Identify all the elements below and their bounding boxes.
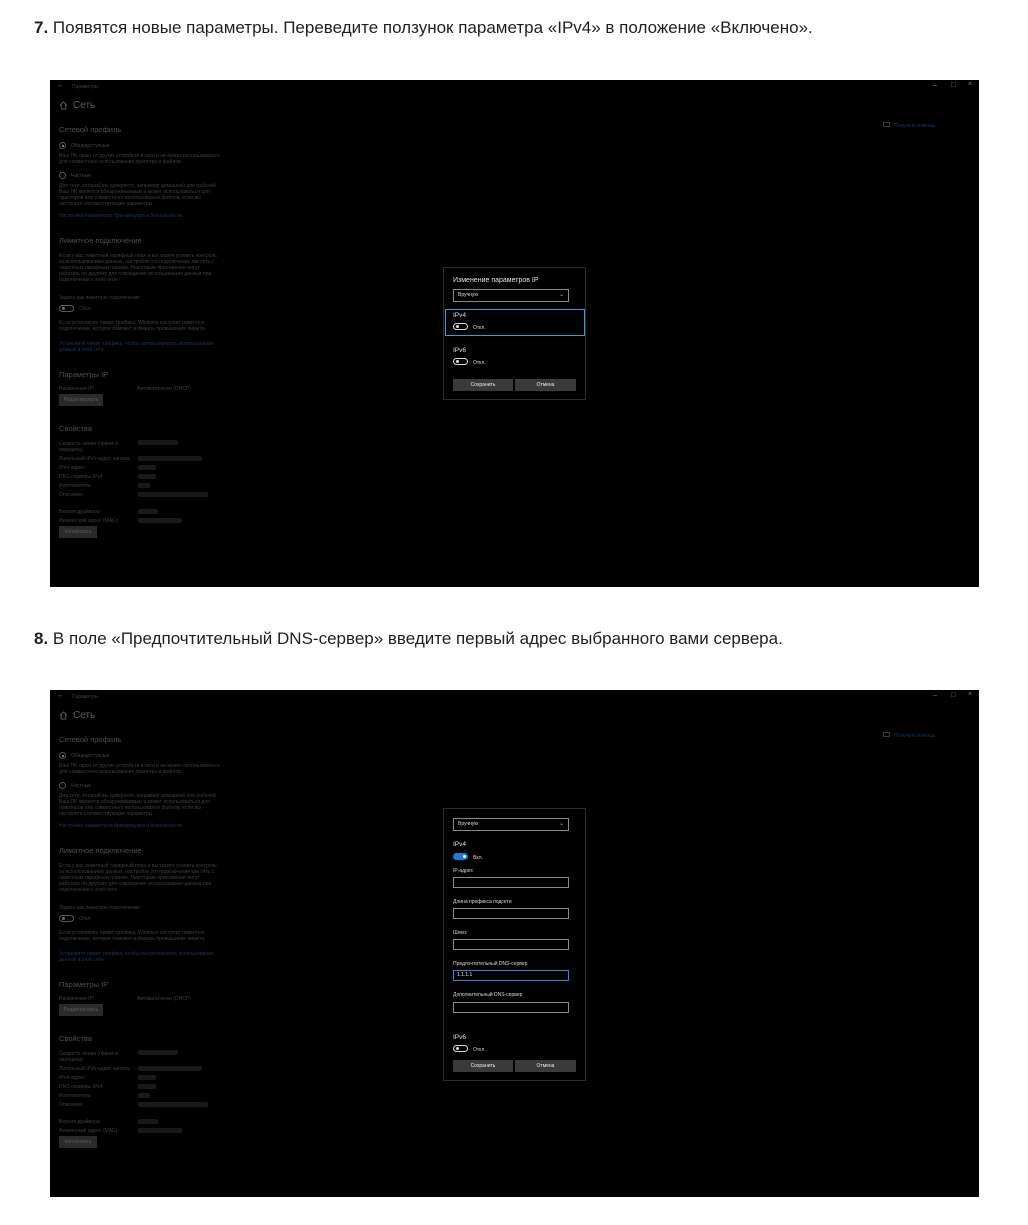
blurred-value — [138, 440, 178, 445]
prop-label: Версия драйвера: — [59, 1119, 101, 1125]
private-desc-line: Ваш ПК является обнаруживаемым и может использоваться для — [59, 189, 210, 195]
metered-toggle[interactable] — [59, 915, 74, 922]
private-desc-line: Для сети, которой вы доверяете, например домашней или рабочей. — [59, 183, 218, 189]
cancel-button[interactable]: Отмена — [515, 379, 576, 391]
save-button[interactable]: Сохранить — [453, 379, 513, 391]
blurred-value — [138, 518, 182, 523]
limit-link-line[interactable]: Установите лимит трафика, чтобы контролировать использование — [59, 341, 214, 347]
blurred-value — [138, 1102, 208, 1107]
private-desc-line: принтеров или совместного использования файлов, если вы — [59, 195, 201, 201]
maximize-icon[interactable]: □ — [951, 692, 956, 699]
close-icon[interactable]: × — [968, 81, 973, 88]
prop-label: Физический адрес (MAC): — [59, 518, 119, 524]
edit-button[interactable]: Редактировать — [59, 1004, 103, 1016]
prop-label: DNS-серверы IPv4: — [59, 474, 104, 480]
help-icon — [883, 122, 890, 128]
ip-address-label: IP-адрес — [453, 868, 474, 874]
metered-desc-line: за использованием данных, настройте это подключение как сеть с — [59, 869, 215, 875]
private-desc-line: настроите соответствующие параметры. — [59, 811, 154, 817]
limit-link-line[interactable]: данных в этой сети — [59, 347, 104, 353]
ip-assign-value: Автоматически (DHCP) — [137, 386, 191, 392]
blurred-value — [138, 1084, 156, 1089]
ip-assign-value: Автоматически (DHCP) — [137, 996, 191, 1002]
public-desc-line: Ваш ПК скрыт от других устройств в сети и не может использоваться — [59, 153, 220, 159]
private-desc-line: Для сети, которой вы доверяете, например домашней или рабочей. — [59, 793, 218, 799]
ipv6-label: IPv6 — [453, 1034, 467, 1041]
prop-label: IPv4-адрес: — [59, 465, 86, 471]
props-header: Свойства — [59, 424, 92, 433]
blurred-value — [138, 483, 150, 488]
public-radio[interactable] — [59, 142, 66, 149]
blurred-value — [138, 1093, 150, 1098]
limit-desc-line: подключение, которое поможет избежать превышения лимита. — [59, 936, 206, 942]
back-arrow-icon[interactable]: ← — [57, 82, 64, 89]
subnet-prefix-input[interactable] — [453, 908, 569, 919]
edit-button[interactable]: Редактировать — [59, 394, 103, 406]
ip-assign-label: Назначение IP: — [59, 386, 95, 392]
net-profile-header: Сетевой профиль — [59, 735, 122, 744]
minimize-icon[interactable]: – — [933, 82, 937, 89]
blurred-value — [138, 474, 156, 479]
public-label: Общедоступные — [71, 143, 110, 149]
ipv6-toggle[interactable] — [453, 358, 468, 365]
ip-address-input[interactable] — [453, 877, 569, 888]
close-icon[interactable]: × — [968, 691, 973, 698]
private-label: Частные — [71, 173, 92, 179]
ip-settings-dialog — [443, 808, 586, 1081]
blurred-value — [138, 1050, 178, 1055]
firewall-link[interactable]: Настройка параметров брандмауэра и безопасности — [59, 213, 183, 219]
public-label: Общедоступные — [71, 753, 110, 759]
blurred-value — [138, 1119, 158, 1124]
prop-label: IPv4-адрес: — [59, 1075, 86, 1081]
ipv6-state: Откл. — [473, 360, 486, 366]
ip-header: Параметры IP — [59, 370, 109, 379]
blurred-value — [138, 465, 156, 470]
metered-desc-line: Если у вас лимитный тарифный план и вы хотите усилить контроль — [59, 863, 217, 869]
metered-desc-line: работать по-другому для сокращения использования данных при — [59, 881, 212, 887]
app-title: Параметры — [72, 84, 99, 90]
metered-toggle-state: Откл. — [79, 916, 92, 922]
props-header: Свойства — [59, 1034, 92, 1043]
subnet-prefix-label: Длина префикса подсети — [453, 899, 512, 905]
step-number: 8. — [34, 629, 49, 648]
private-radio[interactable] — [59, 172, 66, 179]
alternate-dns-input[interactable] — [453, 1002, 569, 1013]
limit-link-line[interactable]: Установите лимит трафика, чтобы контролировать использование — [59, 951, 214, 957]
prop-label: Локальный IPv6-адрес канала: — [59, 1066, 131, 1072]
page-title: Сеть — [73, 100, 96, 111]
ipv6-toggle[interactable] — [453, 1045, 468, 1052]
prop-label: передача): — [59, 447, 84, 453]
prop-label: Версия драйвера: — [59, 509, 101, 515]
preferred-dns-input[interactable]: 1.1.1.1 — [453, 970, 569, 981]
gateway-label: Шлюз — [453, 930, 467, 936]
ipv4-label: IPv4 — [453, 312, 467, 319]
ip-mode-select[interactable] — [453, 289, 569, 302]
ipv6-state: Откл. — [473, 1047, 486, 1053]
preferred-dns-label: Предпочтительный DNS-сервер — [453, 961, 528, 967]
prop-label: DNS-серверы IPv4: — [59, 1084, 104, 1090]
metered-toggle[interactable] — [59, 305, 74, 312]
chevron-down-icon: ⌄ — [558, 821, 564, 827]
firewall-link[interactable]: Настройка параметров брандмауэра и безопасности — [59, 823, 183, 829]
ip-header: Параметры IP — [59, 980, 109, 989]
cancel-button[interactable]: Отмена — [515, 1060, 576, 1072]
limit-desc-line: Если установлен лимит трафика, Windows настроит лимитное — [59, 930, 205, 936]
ip-settings-dialog — [443, 267, 586, 400]
step-text: Появятся новые параметры. Переведите ползунок параметра «IPv4» в положение «Включено». — [52, 18, 813, 37]
prop-label: Описание: — [59, 492, 84, 498]
alternate-dns-label: Дополнительный DNS-сервер — [453, 992, 523, 998]
private-label: Частные — [71, 783, 92, 789]
copy-button[interactable]: Копировать — [59, 526, 97, 538]
limit-desc-line: подключение, которое поможет избежать превышения лимита. — [59, 326, 206, 332]
blurred-value — [138, 456, 202, 461]
page-title: Сеть — [73, 710, 96, 721]
save-button[interactable]: Сохранить — [453, 1060, 513, 1072]
public-desc-line: для совместного использования принтера и файлов. — [59, 769, 183, 775]
metered-toggle-state: Откл. — [79, 306, 92, 312]
ipv4-toggle[interactable] — [453, 853, 468, 860]
home-icon[interactable] — [59, 101, 68, 110]
ipv6-label: IPv6 — [453, 347, 467, 354]
step-text: В поле «Предпочтительный DNS-сервер» введите первый адрес выбранного вами сервера. — [52, 629, 783, 648]
prop-label: Скорость линии (прием и — [59, 1051, 118, 1057]
chevron-down-icon: ⌄ — [558, 292, 564, 298]
prop-label: Скорость линии (прием и — [59, 441, 118, 447]
blurred-value — [138, 509, 158, 514]
metered-desc-line: Если у вас лимитный тарифный план и вы хотите усилить контроль — [59, 253, 217, 259]
ip-mode-select[interactable] — [453, 818, 569, 831]
public-radio[interactable] — [59, 752, 66, 759]
screenshot-ipv4-toggle — [50, 80, 979, 587]
metered-toggle-label: Задать как лимитное подключение — [59, 295, 141, 301]
dialog-title: Изменение параметров IP — [453, 277, 539, 284]
net-profile-header: Сетевой профиль — [59, 125, 122, 134]
blurred-value — [138, 1066, 202, 1071]
metered-desc-line: лимитным тарифным планом. Некоторые приложения могут — [59, 265, 200, 271]
step-8-instruction — [34, 629, 783, 649]
private-desc-line: Ваш ПК является обнаруживаемым и может использоваться для — [59, 799, 210, 805]
metered-desc-line: за использованием данных, настройте это подключение как сеть с — [59, 259, 215, 265]
metered-desc-line: подключении к этой сети. — [59, 887, 119, 893]
home-icon[interactable] — [59, 711, 68, 720]
metered-desc-line: лимитным тарифным планом. Некоторые приложения могут — [59, 875, 200, 881]
maximize-icon[interactable]: □ — [951, 82, 956, 89]
public-desc-line: для совместного использования принтера и файлов. — [59, 159, 183, 165]
prop-label: Локальный IPv6-адрес канала: — [59, 456, 131, 462]
metered-header: Лимитное подключение — [59, 236, 142, 245]
ipv4-toggle[interactable] — [453, 323, 468, 330]
metered-toggle-label: Задать как лимитное подключение — [59, 905, 141, 911]
public-desc-line: Ваш ПК скрыт от других устройств в сети и не может использоваться — [59, 763, 220, 769]
prop-label: Изготовитель: — [59, 483, 92, 489]
screenshot-dns-entry — [50, 690, 979, 1197]
prop-label: Физический адрес (MAC): — [59, 1128, 119, 1134]
help-icon — [883, 732, 890, 738]
blurred-value — [138, 1075, 156, 1080]
help-link[interactable]: Получить помощь — [894, 123, 936, 129]
metered-desc-line: работать по-другому для сокращения использования данных при — [59, 271, 212, 277]
step-number: 7. — [34, 18, 49, 37]
limit-desc-line: Если установлен лимит трафика, Windows настроит лимитное — [59, 320, 205, 326]
private-radio[interactable] — [59, 782, 66, 789]
ip-mode-value: Вручную — [458, 292, 479, 298]
copy-button[interactable]: Копировать — [59, 1136, 97, 1148]
app-title: Параметры — [72, 694, 99, 700]
step-7-instruction — [34, 18, 813, 38]
help-link[interactable]: Получить помощь — [894, 733, 936, 739]
private-desc-line: настроите соответствующие параметры. — [59, 201, 154, 207]
gateway-input[interactable] — [453, 939, 569, 950]
minimize-icon[interactable]: – — [933, 692, 937, 699]
limit-link-line[interactable]: данных в этой сети — [59, 957, 104, 963]
ip-mode-value: Вручную — [458, 821, 479, 827]
blurred-value — [138, 1128, 182, 1133]
metered-desc-line: подключении к этой сети. — [59, 277, 119, 283]
ipv4-state: Откл. — [473, 325, 486, 331]
ipv4-label: IPv4 — [453, 841, 467, 848]
prop-label: Описание: — [59, 1102, 84, 1108]
blurred-value — [138, 492, 208, 497]
prop-label: Изготовитель: — [59, 1093, 92, 1099]
back-arrow-icon[interactable]: ← — [57, 692, 64, 699]
metered-header: Лимитное подключение — [59, 846, 142, 855]
private-desc-line: принтеров или совместного использования файлов, если вы — [59, 805, 201, 811]
ip-assign-label: Назначение IP: — [59, 996, 95, 1002]
prop-label: передача): — [59, 1057, 84, 1063]
ipv4-state: Вкл. — [473, 855, 483, 861]
